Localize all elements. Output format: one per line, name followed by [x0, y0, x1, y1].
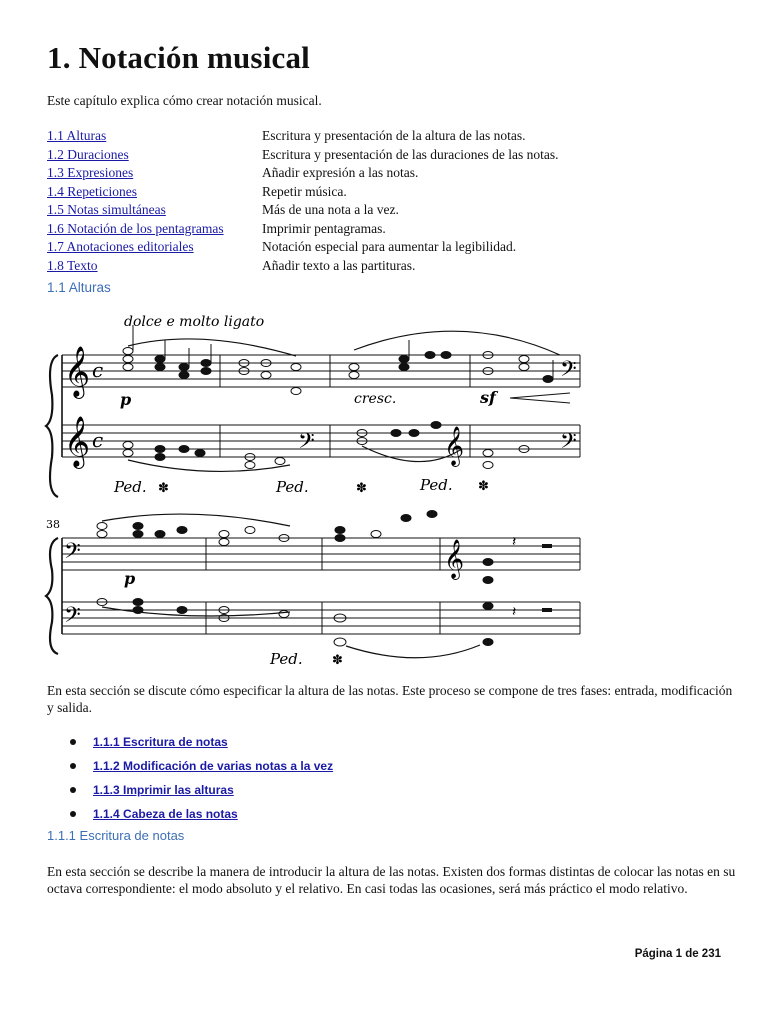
toc-link[interactable]: 1.1 Alturas [47, 128, 107, 143]
dynamic-mark: sf [480, 388, 496, 407]
whole-rest-icon [542, 608, 552, 612]
pedal-mark: Ped. [270, 650, 303, 668]
bass-clef-icon: 𝄢 [560, 429, 577, 459]
brace [46, 538, 58, 654]
toc-row [47, 258, 727, 277]
subsection-list [70, 730, 333, 826]
pedal-release-icon: ✽ [356, 481, 367, 496]
list-item [70, 778, 333, 802]
bass-clef-icon: 𝄢 [64, 603, 81, 633]
bullet-icon [70, 739, 76, 745]
brace [46, 355, 58, 497]
subsection-link[interactable]: 1.1.4 Cabeza de las notas [93, 807, 238, 821]
subsection-link[interactable]: 1.1.1 Escritura de notas [93, 735, 228, 749]
bullet-icon [70, 811, 76, 817]
toc-row [47, 221, 727, 240]
staff-lines [62, 538, 580, 634]
note-group [123, 325, 553, 395]
bass-clef-icon: 𝄢 [560, 357, 577, 387]
table-of-contents [47, 128, 727, 276]
pedal-mark: Ped. [114, 478, 147, 496]
subsection-link[interactable]: 1.1.2 Modificación de varias notas a la vez [93, 759, 334, 773]
rest-icon: 𝄽 [512, 534, 517, 550]
list-item [70, 730, 333, 754]
diminuendo-hairpin [510, 393, 570, 403]
time-signature: c [92, 428, 104, 452]
list-item [70, 754, 333, 778]
time-signature: c [92, 358, 104, 382]
subsection-link[interactable]: 1.1.3 Imprimir las alturas [93, 783, 234, 797]
toc-link[interactable]: 1.4 Repeticiones [47, 183, 137, 199]
page-title: 1. Notación musical [47, 40, 310, 75]
pedal-release-icon: ✽ [332, 653, 343, 668]
toc-row [47, 239, 727, 258]
dynamic-mark: p [124, 569, 136, 588]
pedal-mark: Ped. [420, 476, 453, 494]
bullet-icon [70, 787, 76, 793]
bass-clef-icon: 𝄢 [64, 539, 81, 569]
staff-lines [62, 355, 580, 457]
toc-description: Repetir música. [262, 183, 347, 199]
toc-link[interactable]: 1.5 Notas simultáneas [47, 202, 166, 217]
toc-description: Imprimir pentagramas. [262, 220, 386, 236]
subsection-heading: 1.1.1 Escritura de notas [47, 828, 185, 843]
toc-link[interactable]: 1.7 Anotaciones editoriales [47, 239, 194, 254]
toc-link[interactable]: 1.8 Texto [47, 257, 98, 273]
toc-description: Escritura y presentación de las duraciones de las notas. [262, 146, 559, 162]
intro-text: Este capítulo explica cómo crear notación musical. [47, 93, 322, 108]
subsection-paragraph: En esta sección se describe la manera de introducir la altura de las notas. Existen dos formas distintas de colocar las notas en su octava correspondiente: el modo absoluto y el relativo. En casi todas las ocasiones, será más práctico el modo relativo. [47, 864, 736, 896]
crescendo-mark: cresc. [354, 391, 397, 407]
toc-description: Más de una nota a la vez. [262, 202, 399, 217]
toc-description: Escritura y presentación de la altura de las notas. [262, 128, 526, 143]
toc-link[interactable]: 1.2 Duraciones [47, 146, 129, 162]
measure-number: 38 [46, 518, 60, 531]
page-number: Página 1 de 231 [634, 948, 721, 960]
pedal-mark: Ped. [276, 478, 309, 496]
treble-clef-icon: 𝄞 [64, 416, 91, 467]
toc-description: Notación especial para aumentar la legibilidad. [262, 239, 517, 254]
pedal-release-icon: ✽ [158, 481, 169, 496]
whole-rest-icon [542, 544, 552, 548]
toc-row [47, 184, 727, 203]
toc-description: Añadir expresión a las notas. [262, 165, 419, 180]
pedal-release-icon: ✽ [478, 479, 489, 494]
dynamic-mark: p [120, 390, 132, 409]
treble-clef-icon: 𝄞 [444, 426, 465, 466]
rest-icon: 𝄽 [512, 604, 517, 620]
bullet-icon [70, 763, 76, 769]
toc-link[interactable]: 1.3 Expresiones [47, 165, 134, 180]
toc-link[interactable]: 1.6 Notación de los pentagramas [47, 220, 224, 236]
music-score-image [40, 300, 600, 672]
toc-row [47, 128, 727, 147]
toc-description: Añadir texto a las partituras. [262, 257, 416, 273]
treble-clef-icon: 𝄞 [444, 539, 465, 579]
toc-row [47, 202, 727, 221]
bass-clef-icon: 𝄢 [298, 429, 315, 459]
section-paragraph: En esta sección se discute cómo especificar la altura de las notas. Este proceso se compone de tres fases: entrada, modificación y salida. [47, 683, 733, 715]
section-heading: 1.1 Alturas [47, 280, 111, 295]
list-item [70, 802, 333, 826]
treble-clef-icon: 𝄞 [64, 346, 91, 397]
note-group [123, 422, 529, 469]
expression-text: dolce e molto ligato [124, 314, 265, 330]
toc-row [47, 165, 727, 184]
toc-row [47, 147, 727, 166]
